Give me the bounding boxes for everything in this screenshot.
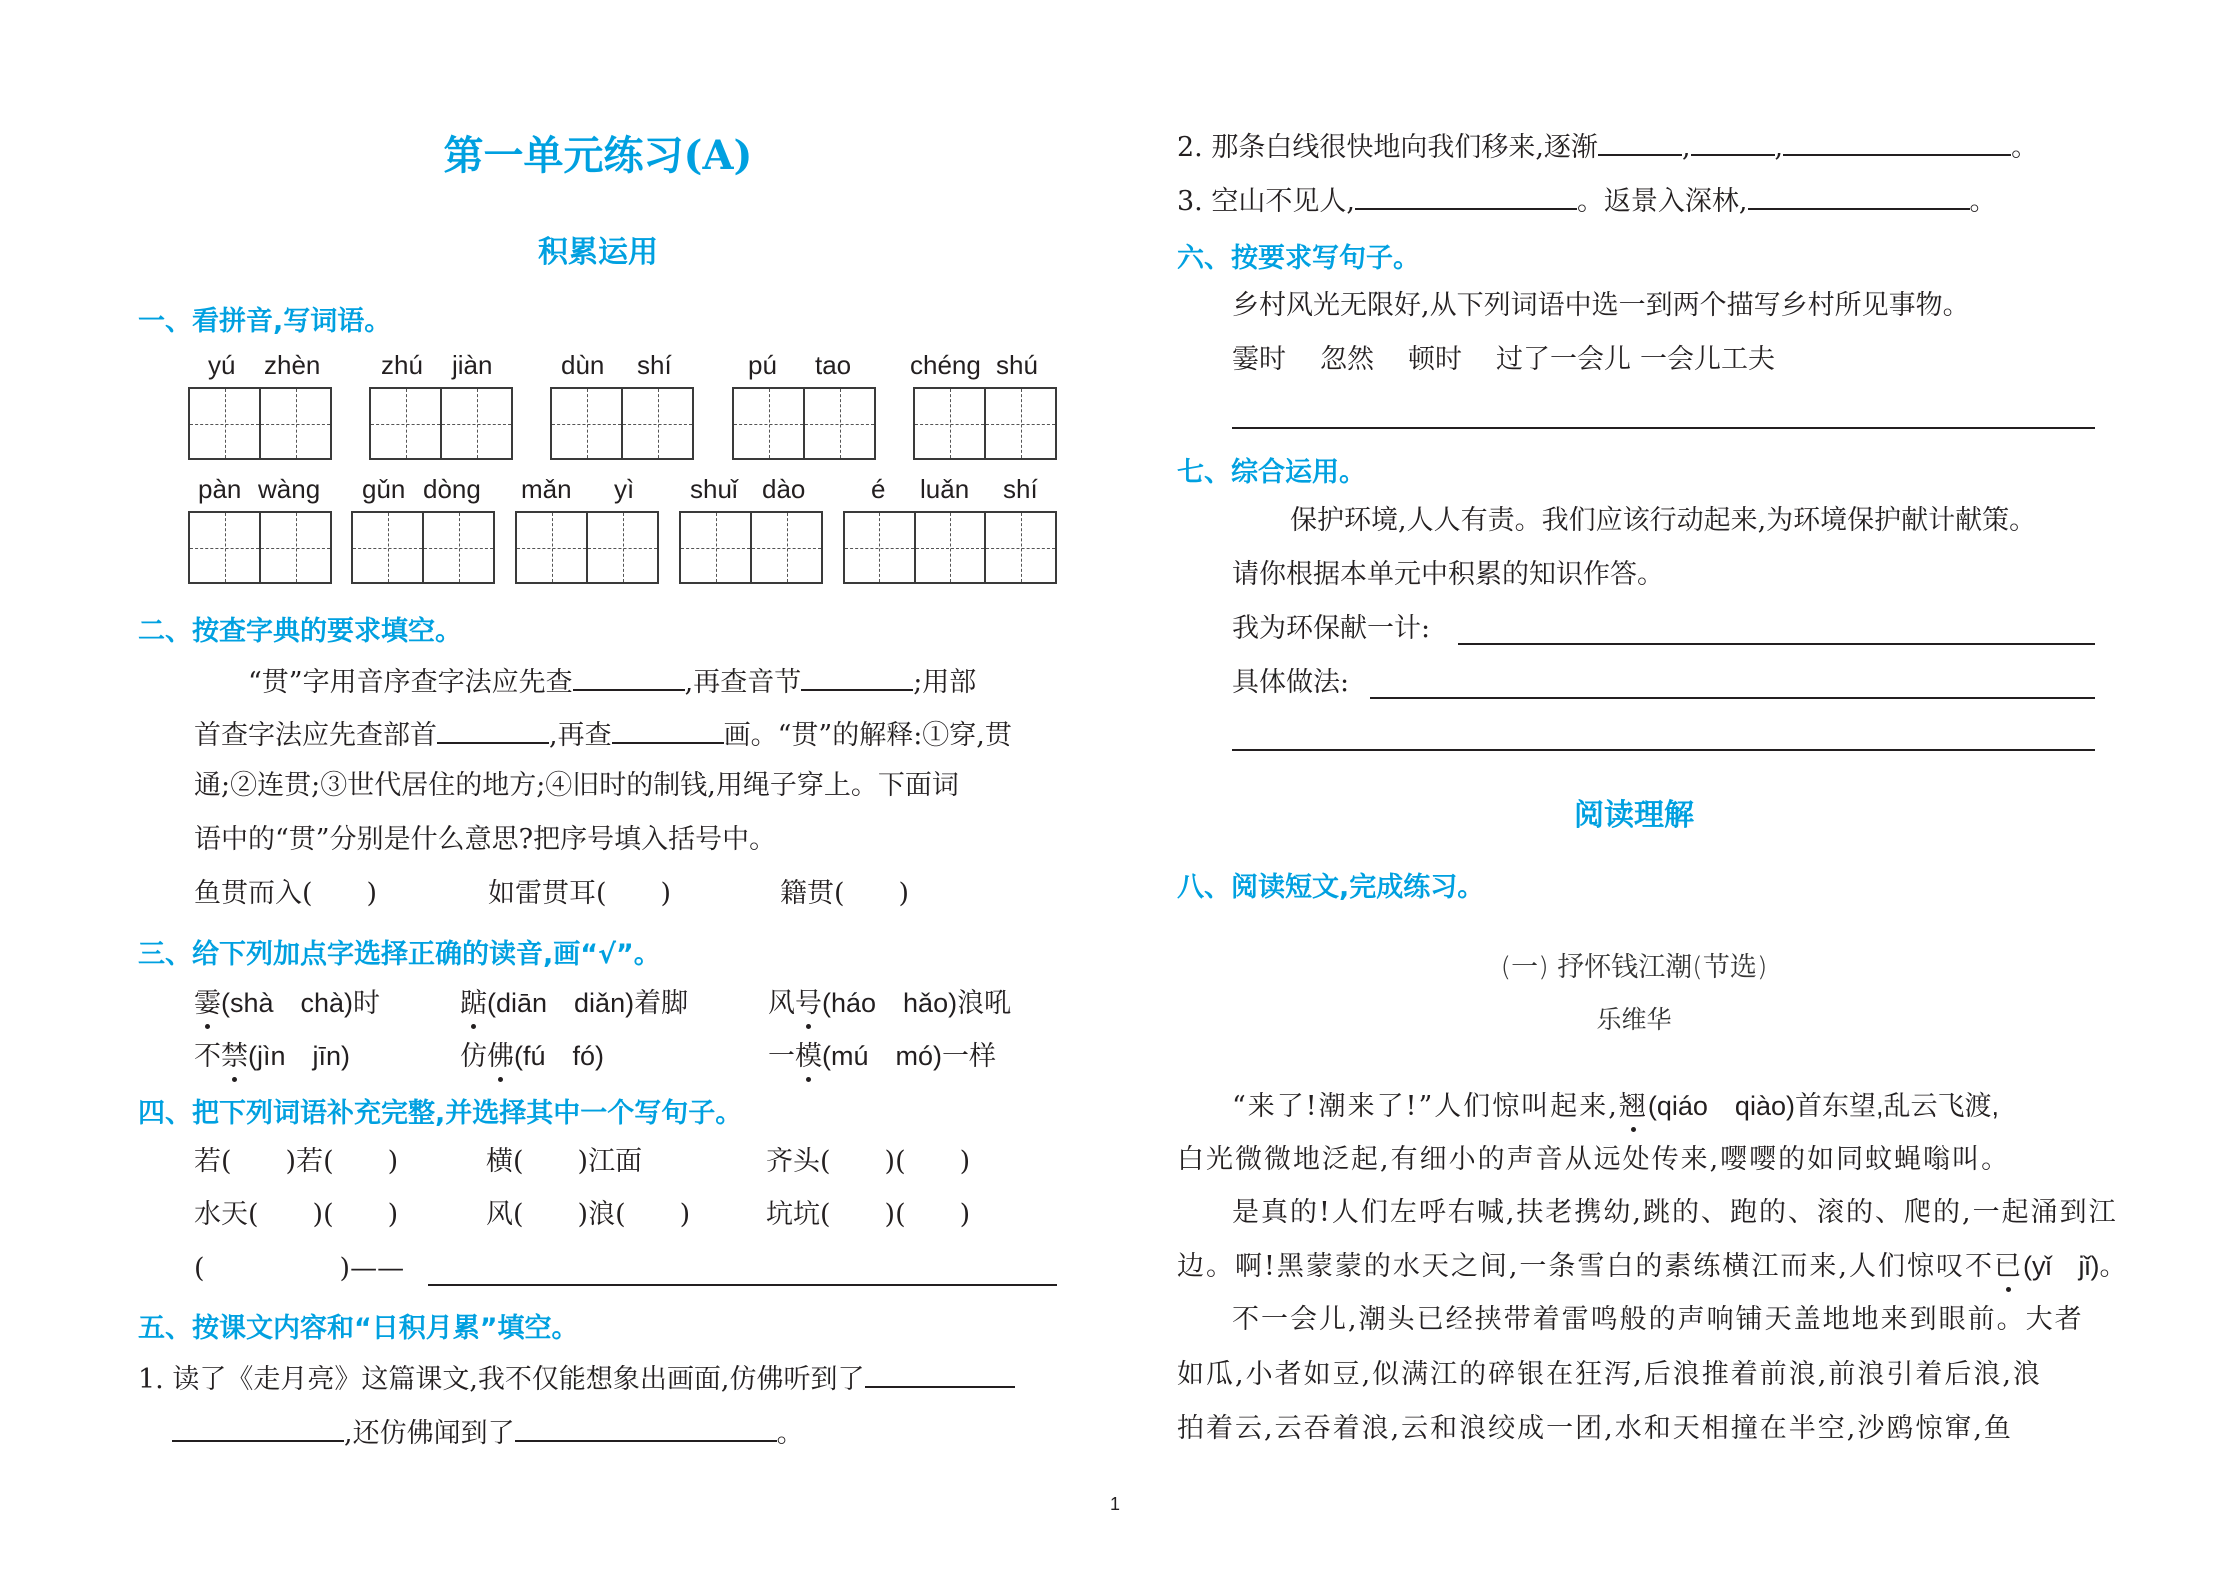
pinyin: é — [871, 474, 886, 504]
pinyin: pàn — [198, 474, 242, 504]
section-heading-reading: 阅读理解 — [1574, 798, 1694, 833]
pinyin: shí — [1003, 474, 1038, 504]
q3-item: 仿佛(fú fó) — [460, 1041, 605, 1072]
q6-word: 顿时 — [1408, 344, 1462, 375]
text: ,还仿佛闻到了 — [344, 1418, 515, 1449]
passage-line: 是真的!人们左呼右喊,扶老携幼,跳的、跑的、滚的、爬的,一起涌到江 — [1232, 1197, 2118, 1228]
text: 。 — [1969, 186, 1997, 217]
q4-item: 齐头( )( ) — [766, 1146, 971, 1177]
pinyin: gǔn — [362, 474, 406, 504]
pinyin: shuǐ — [690, 474, 738, 504]
answer-line[interactable] — [1370, 697, 2095, 699]
pinyin: mǎn — [521, 474, 572, 504]
q2-line4: 语中的“贯”分别是什么意思?把序号填入括号中。 — [194, 824, 777, 855]
text: , — [1774, 132, 1784, 163]
section-heading-accumulate: 积累运用 — [538, 235, 658, 270]
q7-label: 我为环保献一计: — [1232, 613, 1431, 644]
passage-author: 乐维华 — [1596, 1005, 1672, 1034]
writing-grid[interactable] — [351, 511, 495, 584]
text: 。 — [2011, 132, 2039, 163]
pinyin: wàng — [258, 474, 321, 504]
q4-item: 水天( )( ) — [194, 1199, 399, 1230]
q4-item: 坑坑( )( ) — [766, 1199, 971, 1230]
dotted-char: 踮 — [460, 988, 487, 1019]
answer-blank[interactable] — [612, 716, 724, 744]
pinyin: yú — [208, 350, 236, 380]
text: 。返景入深林, — [1576, 186, 1748, 217]
q2-item: 籍贯( ) — [780, 878, 910, 909]
q3-heading: 三、给下列加点字选择正确的读音,画“√”。 — [138, 939, 661, 970]
q3-item: 踮(diān diǎn)着脚 — [460, 988, 689, 1019]
writing-grid[interactable] — [843, 511, 1057, 584]
writing-grid[interactable] — [732, 387, 876, 460]
q7-label: 具体做法: — [1232, 667, 1350, 698]
writing-grid[interactable] — [188, 511, 332, 584]
text: ;用部 — [913, 667, 977, 698]
page-number: 1 — [1110, 1494, 1121, 1514]
text: 1. 读了《走月亮》这篇课文,我不仅能想象出画面,仿佛听到了 — [138, 1364, 865, 1395]
pinyin: jiàn — [452, 350, 493, 380]
passage-title: (一) 抒怀钱江潮(节选) — [1500, 952, 1768, 983]
answer-blank[interactable] — [515, 1414, 777, 1442]
q5-item3 — [1177, 182, 1997, 219]
pinyin: dòng — [423, 474, 481, 504]
q5-item2 — [1177, 128, 2038, 165]
pinyin: chéng — [910, 350, 981, 380]
writing-grid[interactable] — [369, 387, 513, 460]
answer-line[interactable] — [1458, 643, 2095, 645]
q3-item: 霎(shà chà)时 — [194, 988, 381, 1019]
dotted-char: 佛 — [487, 1041, 514, 1072]
text: , — [1681, 132, 1691, 163]
pinyin: dào — [762, 474, 806, 504]
answer-blank[interactable] — [1691, 128, 1775, 156]
text: 画。“贯”的解释:①穿,贯 — [723, 720, 1012, 751]
passage-line: 如瓜,小者如豆,似满江的碎银在狂泻,后浪推着前浪,前浪引着后浪,浪 — [1177, 1359, 2042, 1390]
q5-item1-line2 — [172, 1414, 804, 1451]
text: 3. 空山不见人, — [1177, 186, 1355, 217]
answer-line[interactable] — [428, 1284, 1057, 1286]
passage-line: 拍着云,云吞着浪,云和浪绞成一团,水和天相撞在半空,沙鸥惊窜,鱼 — [1177, 1413, 2013, 1444]
q2-line2 — [194, 716, 1012, 753]
text: ,再查音节 — [684, 667, 802, 698]
q3-item: 风号(háo hǎo)浪吼 — [768, 988, 1012, 1019]
q3-item: 不禁(jìn jīn) — [194, 1041, 351, 1072]
q6-word: 一会儿工夫 — [1640, 344, 1775, 375]
q4-heading: 四、把下列词语补充完整,并选择其中一个写句子。 — [138, 1098, 743, 1129]
q7-heading: 七、综合运用。 — [1177, 457, 1366, 488]
answer-blank[interactable] — [437, 716, 549, 744]
passage-line: 白光微微地泛起,有细小的声音从远处传来,嘤嘤的如同蚊蝇嗡叫。 — [1177, 1144, 2011, 1175]
answer-line[interactable] — [1232, 427, 2095, 429]
text: 。 — [776, 1418, 804, 1449]
q2-line3: 通;②连贯;③世代居住的地方;④旧时的制钱,用绳子穿上。下面词 — [194, 770, 959, 801]
text: 首查字法应先查部首 — [194, 720, 437, 751]
dotted-char: 号 — [795, 988, 822, 1019]
q5-item1-line1 — [138, 1360, 1015, 1397]
answer-blank[interactable] — [1783, 128, 2011, 156]
pinyin: luǎn — [920, 474, 970, 504]
passage-line: “来了!潮来了!”人们惊叫起来,翘(qiáo qiào)首东望,乱云飞渡, — [1232, 1091, 1999, 1122]
q8-heading: 八、阅读短文,完成练习。 — [1177, 872, 1485, 903]
dotted-char: 翘 — [1618, 1091, 1648, 1122]
text: ,再查 — [549, 720, 612, 751]
writing-grid[interactable] — [515, 511, 659, 584]
q1-heading: 一、看拼音,写词语。 — [138, 306, 392, 337]
pinyin: yì — [614, 474, 635, 504]
q3-item: 一模(mú mó)一样 — [768, 1041, 996, 1072]
q6-heading: 六、按要求写句子。 — [1177, 243, 1420, 274]
dotted-char: 已 — [1994, 1251, 2024, 1282]
writing-grid[interactable] — [550, 387, 694, 460]
q2-heading: 二、按查字典的要求填空。 — [138, 616, 462, 647]
dotted-char: 模 — [795, 1041, 822, 1072]
q6-word: 过了一会儿 — [1496, 344, 1631, 375]
text: 2. 那条白线很快地向我们移来,逐渐 — [1177, 132, 1598, 163]
answer-line[interactable] — [1232, 749, 2095, 751]
answer-blank[interactable] — [801, 663, 913, 691]
q6-word: 霎时 — [1232, 344, 1286, 375]
q2-line1 — [248, 663, 976, 700]
writing-grid[interactable] — [679, 511, 823, 584]
q4-item: 风( )浪( ) — [486, 1199, 691, 1230]
pinyin: shí — [637, 350, 672, 380]
dotted-char: 霎 — [194, 988, 221, 1019]
pinyin: tao — [815, 350, 852, 380]
pinyin: zhèn — [264, 350, 321, 380]
pinyin: pú — [748, 350, 777, 380]
q6-prompt: 乡村风光无限好,从下列词语中选一到两个描写乡村所见事物。 — [1232, 290, 1970, 321]
q7-paragraph: 请你根据本单元中积累的知识作答。 — [1232, 559, 1664, 590]
passage-line: 不一会儿,潮头已经挟带着雷鸣般的声响铺天盖地地来到眼前。大者 — [1232, 1304, 2084, 1335]
pinyin: zhú — [381, 350, 423, 380]
answer-blank[interactable] — [1355, 182, 1577, 210]
q4-sentence-prefix: ( )—— — [194, 1253, 405, 1284]
q7-paragraph: 保护环境,人人有责。我们应该行动起来,为环境保护献计献策。 — [1290, 505, 2037, 536]
page-title: 第一单元练习(A) — [443, 132, 753, 179]
answer-blank[interactable] — [1748, 182, 1970, 210]
q6-word: 忽然 — [1320, 344, 1374, 375]
pinyin: shú — [996, 350, 1038, 380]
answer-blank[interactable] — [865, 1360, 1015, 1388]
pinyin: dùn — [561, 350, 605, 380]
answer-blank[interactable] — [573, 663, 685, 691]
text: “贯”字用音序查字法应先查 — [248, 667, 573, 698]
writing-grid[interactable] — [913, 387, 1057, 460]
q2-item: 鱼贯而入( ) — [194, 878, 378, 909]
answer-blank[interactable] — [1598, 128, 1682, 156]
writing-grid[interactable] — [188, 387, 332, 460]
q4-item: 横( )江面 — [486, 1146, 643, 1177]
q2-item: 如雷贯耳( ) — [488, 878, 672, 909]
q4-item: 若( )若( ) — [194, 1146, 399, 1177]
passage-line: 边。啊!黑蒙蒙的水天之间,一条雪白的素练横江而来,人们惊叹不已(yǐ jǐ)。 — [1177, 1251, 2127, 1282]
answer-blank[interactable] — [172, 1414, 344, 1442]
q5-heading: 五、按课文内容和“日积月累”填空。 — [138, 1313, 579, 1344]
dotted-char: 禁 — [221, 1041, 248, 1072]
